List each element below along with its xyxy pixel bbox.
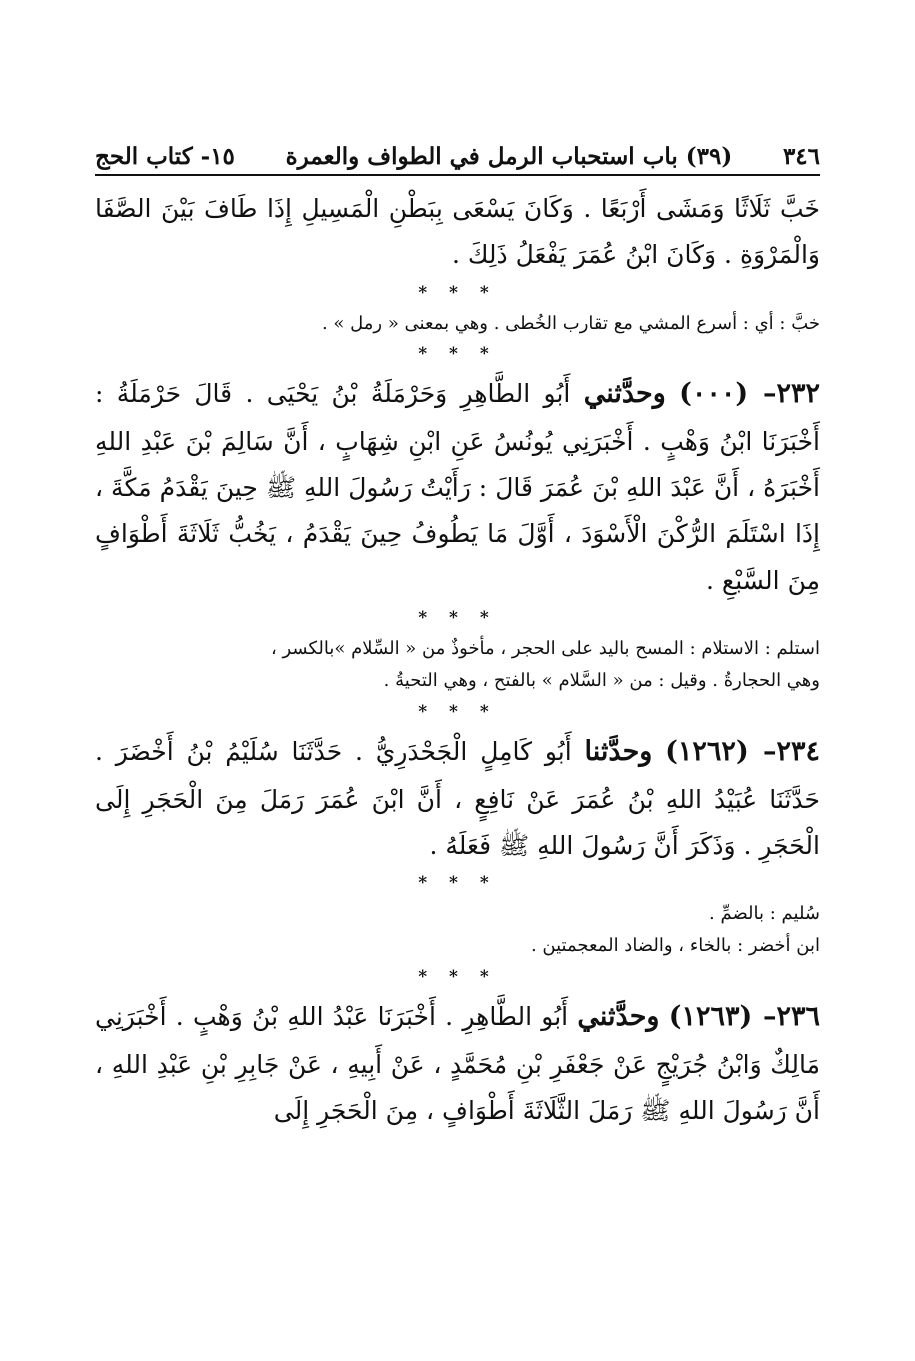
- footnote-line: سُليم : بالضمِّ .: [709, 903, 820, 925]
- chapter-title: (٣٩) باب استحباب الرمل في الطواف والعمرة: [285, 143, 733, 170]
- hadith-232: [95, 369, 820, 604]
- page-number: ٣٤٦: [782, 143, 820, 170]
- section-separator: * * *: [418, 607, 497, 628]
- footnote-istalama: [95, 633, 820, 698]
- hadith-234: [95, 727, 820, 869]
- section-separator: * * *: [418, 873, 497, 894]
- hadith-text: أَبُو الطَّاهِرِ . أَخْبَرَنَا عَبْدُ اللهِ بْنُ وَهْبٍ . أَخْبَرَنِي مَالِكٌ وَابْنُ جُرَيْجٍ عَنْ جَعْفَرِ بْنِ مُحَمَّدٍ ، عَنْ أَبِيهِ ، عَنْ جَابِرِ بْنِ عَبْدِ اللهِ ، أَنَّ رَسُولَ اللهِ ﷺ رَمَلَ الثَّلَاثَةَ أَطْوَافٍ ، مِنَ الْحَجَرِ إِلَى: [95, 1001, 820, 1126]
- hadith-lead-word: وحدَّثنا: [584, 735, 653, 767]
- hadith-lead-word: وحدَّثني: [583, 377, 666, 409]
- hadith-number: ٢٣٦– (١٢٦٣): [668, 1000, 821, 1032]
- section-separator: * * *: [418, 282, 497, 303]
- hadith-number: ٢٣٤– (١٢٦٢): [665, 735, 821, 767]
- page-body: [95, 186, 820, 1134]
- footnote-khabba: خبَّ : أي : أسرع المشي مع تقارب الخُطى . وهي بمعنى « رمل » .: [321, 312, 820, 334]
- footnote-line: ابن أخضر : بالخاء ، والضاد المعجمتين .: [530, 935, 820, 957]
- hadith-text: أَبُو كَامِلٍ الْجَحْدَرِيُّ . حَدَّثَنَا سُلَيْمُ بْنُ أَخْضَرَ . حَدَّثَنَا عُبَيْدُ اللهِ بْنُ عُمَرَ عَنْ نَافِعٍ ، أَنَّ ابْنَ عُمَرَ رَمَلَ مِنَ الْحَجَرِ إِلَى الْحَجَرِ . وَذَكَرَ أَنَّ رَسُولَ اللهِ ﷺ فَعَلَهُ .: [95, 736, 820, 860]
- book-title: ١٥- كتاب الحج: [95, 143, 235, 170]
- footnote-sulaym: [95, 898, 820, 963]
- hadith-number: ٢٣٢– (٠٠٠): [679, 377, 820, 409]
- hadith-236: [95, 992, 820, 1134]
- hadith-text: أَبُو الطَّاهِرِ وَحَرْمَلَةُ بْنُ يَحْيَى . قَالَ حَرْمَلَةُ : أَخْبَرَنَا ابْنُ وَهْبٍ . أَخْبَرَنِي يُونُسُ عَنِ ابْنِ شِهَابٍ ، أَنَّ سَالِمَ بْنَ عَبْدِ اللهِ أَخْبَرَهُ ، أَنَّ عَبْدَ اللهِ بْنَ عُمَرَ قَالَ : رَأَيْتُ رَسُولَ اللهِ ﷺ حِينَ يَقْدَمُ مَكَّةَ ، إِذَا اسْتَلَمَ الرُّكْنَ الْأَسْوَدَ ، أَوَّلَ مَا يَطُوفُ حِينَ يَقْدَمُ ، يَخُبُّ ثَلَاثَةَ أَطْوَافٍ مِنَ السَّبْعِ .: [95, 378, 820, 595]
- running-header: [95, 128, 820, 176]
- section-separator: * * *: [418, 343, 497, 364]
- footnote-line: استلم : الاستلام : المسح باليد على الحجر ، مأخوذٌ من « السِّلام »بالكسر ،: [270, 637, 820, 659]
- section-separator: * * *: [418, 701, 497, 722]
- footnote-line: وهي الحجارةُ . وقيل : من « السَّلام » بالفتح ، وهي التحيةُ .: [383, 670, 820, 692]
- section-separator: * * *: [418, 966, 497, 987]
- hadith-lead-word: وحدَّثني: [577, 1000, 660, 1032]
- continued-hadith-text: خَبَّ ثَلَاثًا وَمَشَى أَرْبَعًا . وَكَانَ يَسْعَى بِبَطْنِ الْمَسِيلِ إِذَا طَافَ بَيْنَ الصَّفَا وَالْمَرْوَةِ . وَكَانَ ابْنُ عُمَرَ يَفْعَلُ ذَلِكَ .: [95, 194, 820, 270]
